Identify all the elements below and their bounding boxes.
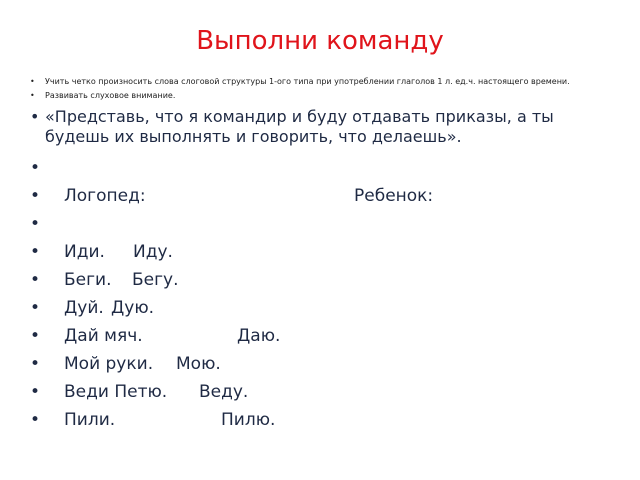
instruction-line-2: будешь их выполнять и говорить, что делаешь». — [45, 127, 462, 146]
bullet-marker: • — [30, 91, 35, 100]
bullet-marker: • — [30, 326, 41, 346]
bullet-marker: • — [30, 107, 40, 126]
bullet-marker: • — [30, 214, 41, 234]
command-text: Дай мяч. — [64, 326, 143, 346]
slide-content — [30, 76, 620, 437]
bullet-marker: • — [30, 242, 41, 262]
bullet-marker: • — [30, 270, 41, 290]
dialogue-row — [30, 269, 620, 291]
command-text: Дуй. — [64, 298, 104, 318]
response-text: Иду. — [133, 242, 173, 262]
objective-item — [30, 76, 620, 87]
objective-text: Учить четко произносить слова слоговой структуры 1-ого типа при употреблении глаголов 1 л. ед.ч. настоящего времени. — [45, 77, 570, 86]
slide-title: Выполни команду — [196, 26, 444, 56]
instruction-line-1: «Представь, что я командир и буду отдавать приказы, а ты — [45, 107, 554, 126]
response-text: Даю. — [237, 326, 281, 346]
bullet-marker: • — [30, 382, 41, 402]
command-text: Веди Петю. — [64, 382, 168, 402]
command-text: Иди. — [64, 242, 105, 262]
empty-bullet-item — [30, 157, 620, 179]
bullet-marker: • — [30, 77, 35, 86]
dialogue-row — [30, 297, 620, 319]
child-header: Ребенок: — [354, 186, 434, 206]
dialogue-row — [30, 409, 620, 431]
command-text: Пили. — [64, 410, 116, 430]
instruction-item — [30, 107, 620, 147]
response-text: Дую. — [111, 298, 155, 318]
headers-row — [30, 185, 620, 207]
command-text: Мой руки. — [64, 354, 154, 374]
response-text: Мою. — [176, 354, 221, 374]
empty-bullet-item — [30, 213, 620, 235]
bullet-marker: • — [30, 410, 41, 430]
dialogue-list — [30, 157, 620, 431]
dialogue-row — [30, 325, 620, 347]
command-text: Беги. — [64, 270, 112, 290]
objective-text: Развивать слуховое внимание. — [45, 91, 176, 100]
dialogue-row — [30, 381, 620, 403]
bullet-marker: • — [30, 186, 41, 206]
objective-item — [30, 90, 620, 101]
dialogue-row — [30, 241, 620, 263]
bullet-marker: • — [30, 354, 41, 374]
bullet-marker: • — [30, 298, 41, 318]
bullet-marker: • — [30, 158, 41, 178]
speech-therapist-header: Логопед: — [64, 186, 146, 206]
response-text: Пилю. — [221, 410, 276, 430]
response-text: Веду. — [199, 382, 249, 402]
response-text: Бегу. — [132, 270, 179, 290]
dialogue-row — [30, 353, 620, 375]
